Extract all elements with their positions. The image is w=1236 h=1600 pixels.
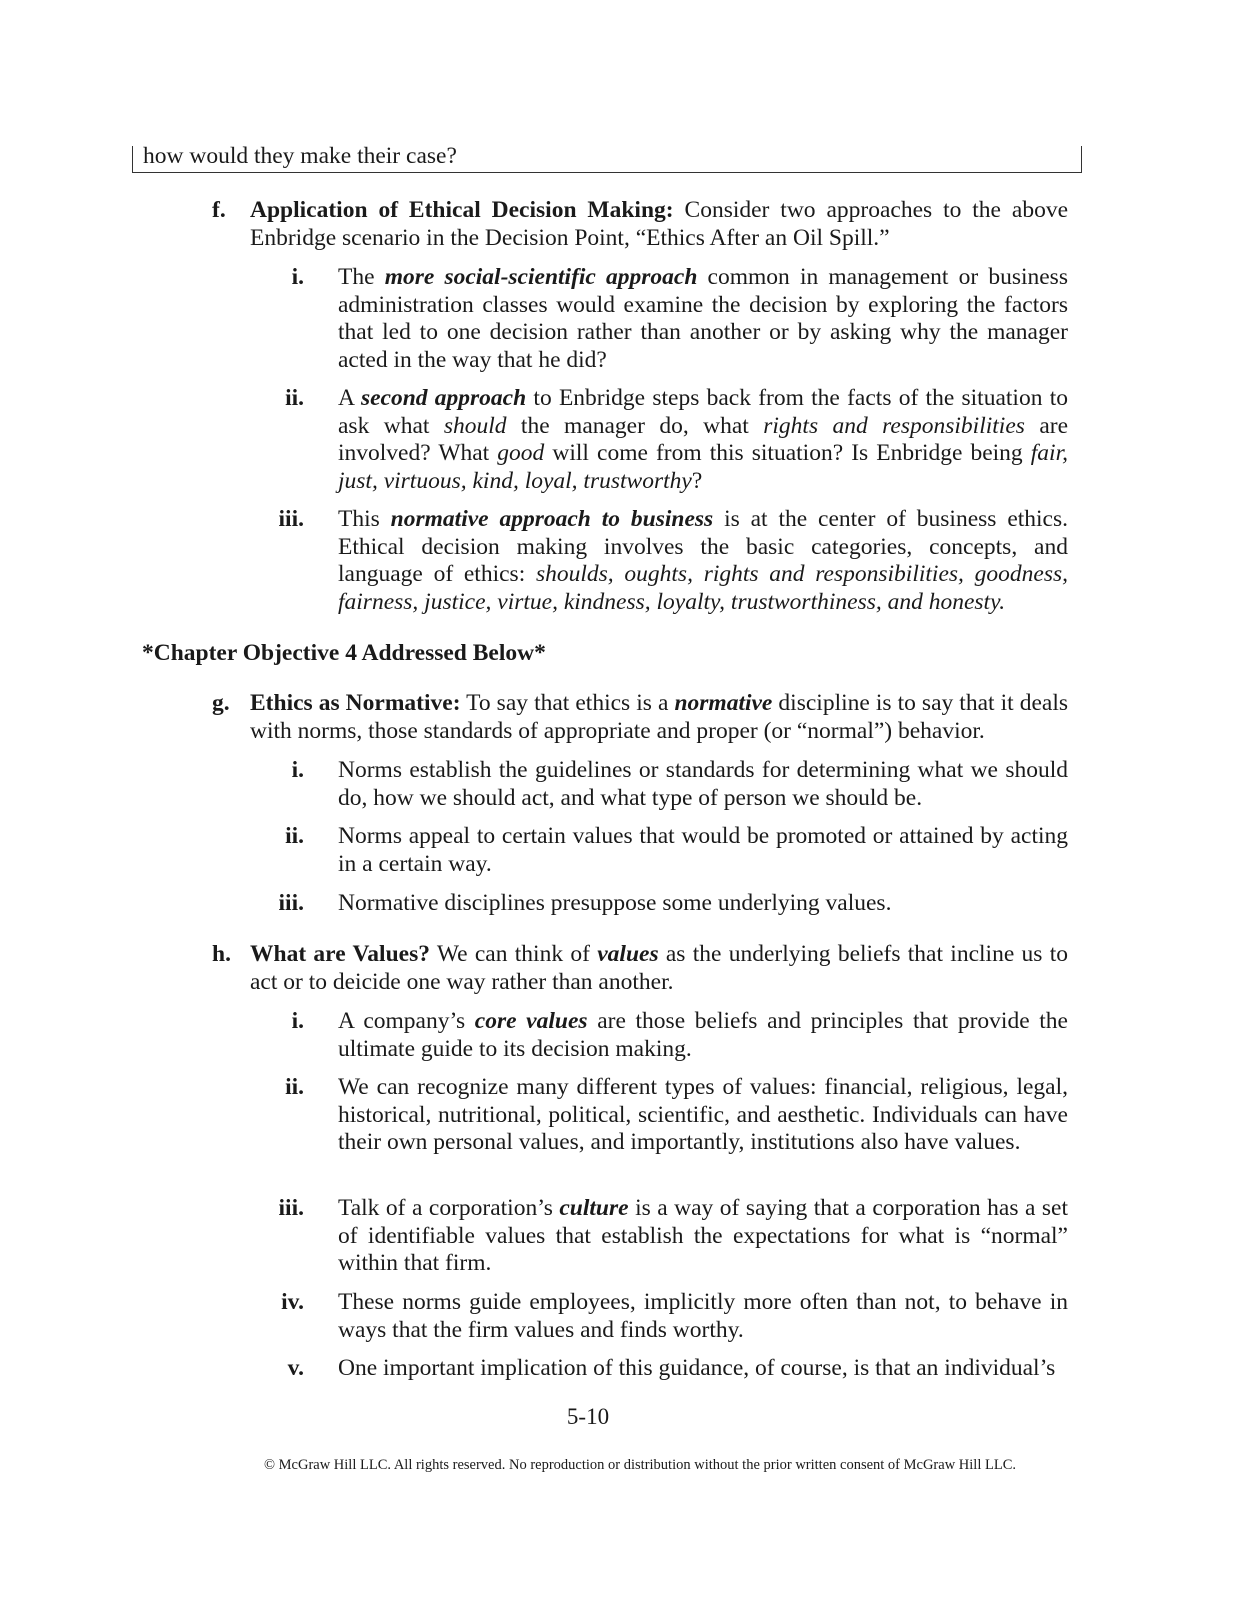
- emphasis-term: culture: [559, 1195, 629, 1221]
- item-g-label: g.: [212, 690, 230, 716]
- item-g-title: Ethics as Normative:: [250, 690, 461, 716]
- item-g-ii: Norms appeal to certain values that would be promoted or attained by acting in a certain way.: [338, 823, 1068, 877]
- item-f-title: Application of Ethical Decision Making:: [250, 197, 674, 223]
- item-f-label: f.: [212, 197, 226, 223]
- continued-box: [132, 143, 1082, 173]
- page-number: 5-10: [566, 1404, 610, 1429]
- item-h-iv: These norms guide employees, implicitly more often than not, to behave in ways that the firm values and finds worthy.: [338, 1289, 1068, 1343]
- emphasis-term: normative: [674, 690, 773, 716]
- item-h-v-label: v.: [287, 1355, 304, 1381]
- item-f-ii: A second approach to Enbridge steps back from the facts of the situation to ask what should the manager do, what rights and responsibilities are involved? What good will come from this situation? Is Enbridge being fair, just, virtuous, kind, loyal, trustworthy?: [338, 385, 1069, 494]
- emphasis-term: normative approach to business: [390, 506, 714, 532]
- item-f-text: Consider two approaches to the above Enbridge scenario in the Decision Point, “Ethics After an Oil Spill.”: [250, 197, 1068, 251]
- item-f-i: The more social-scientific approach common in management or business administration classes would examine the decision by exploring the factors that led to one decision rather than another or by asking why the manager acted in the way that he did?: [338, 264, 1068, 373]
- emphasis-term: more social-scientific approach: [384, 264, 698, 290]
- item-h-ii: We can recognize many different types of values: financial, religious, legal, historical, nutritional, political, scientific, and aesthetic. Individuals can have their own personal values, and importantly, institutions also have values.: [338, 1074, 1068, 1155]
- item-g-i-label: i.: [291, 757, 304, 783]
- item-h: What are Values? We can think of values as the underlying beliefs that incline us to act or to deicide one way rather than another.: [250, 941, 1068, 995]
- emphasis-term: core values: [474, 1008, 588, 1034]
- chapter-objective-heading: *Chapter Objective 4 Addressed Below*: [142, 640, 546, 666]
- item-h-v: One important implication of this guidance, of course, is that an individual’s: [338, 1355, 1056, 1381]
- item-f-iii-label: iii.: [278, 506, 304, 532]
- item-h-i-label: i.: [291, 1008, 304, 1034]
- item-g-i: Norms establish the guidelines or standards for determining what we should do, how we should act, and what type of person we should be.: [338, 757, 1068, 811]
- item-h-label: h.: [212, 941, 231, 967]
- item-f-ii-label: ii.: [285, 385, 304, 411]
- item-f-i-label: i.: [291, 264, 304, 290]
- item-g-iii-label: iii.: [278, 890, 304, 916]
- continued-box-text: how would they make their case?: [143, 143, 457, 169]
- item-h-title: What are Values?: [250, 941, 430, 967]
- emphasis-term: second approach: [360, 385, 527, 411]
- item-f: [250, 197, 1068, 252]
- item-g: Ethics as Normative: To say that ethics is a normative discipline is to say that it deals with norms, those standards of appropriate and proper (or “normal”) behavior.: [250, 690, 1068, 744]
- copyright-notice: © McGraw Hill LLC. All rights reserved. No reproduction or distribution without the prior written consent of McGraw Hill LLC.: [264, 1457, 1016, 1473]
- item-h-i: A company’s core values are those beliefs and principles that provide the ultimate guide to its decision making.: [338, 1008, 1068, 1062]
- item-h-iv-label: iv.: [281, 1289, 304, 1315]
- item-g-ii-label: ii.: [285, 823, 304, 849]
- emphasis-term: values: [597, 941, 659, 967]
- item-h-iii-label: iii.: [278, 1195, 304, 1221]
- item-h-ii-label: ii.: [285, 1074, 304, 1100]
- item-h-iii: Talk of a corporation’s culture is a way of saying that a corporation has a set of identifiable values that establish the expectations for what is “normal” within that firm.: [338, 1195, 1068, 1276]
- item-g-iii: Normative disciplines presuppose some underlying values.: [338, 890, 892, 916]
- item-f-iii: This normative approach to business is at the center of business ethics. Ethical decision making involves the basic categories, concepts, and language of ethics: shoulds, oughts, rights and responsibilities, goodness, fairness, justice, virtue, kindness, loyalty, trustworthiness, and honesty.: [338, 506, 1069, 615]
